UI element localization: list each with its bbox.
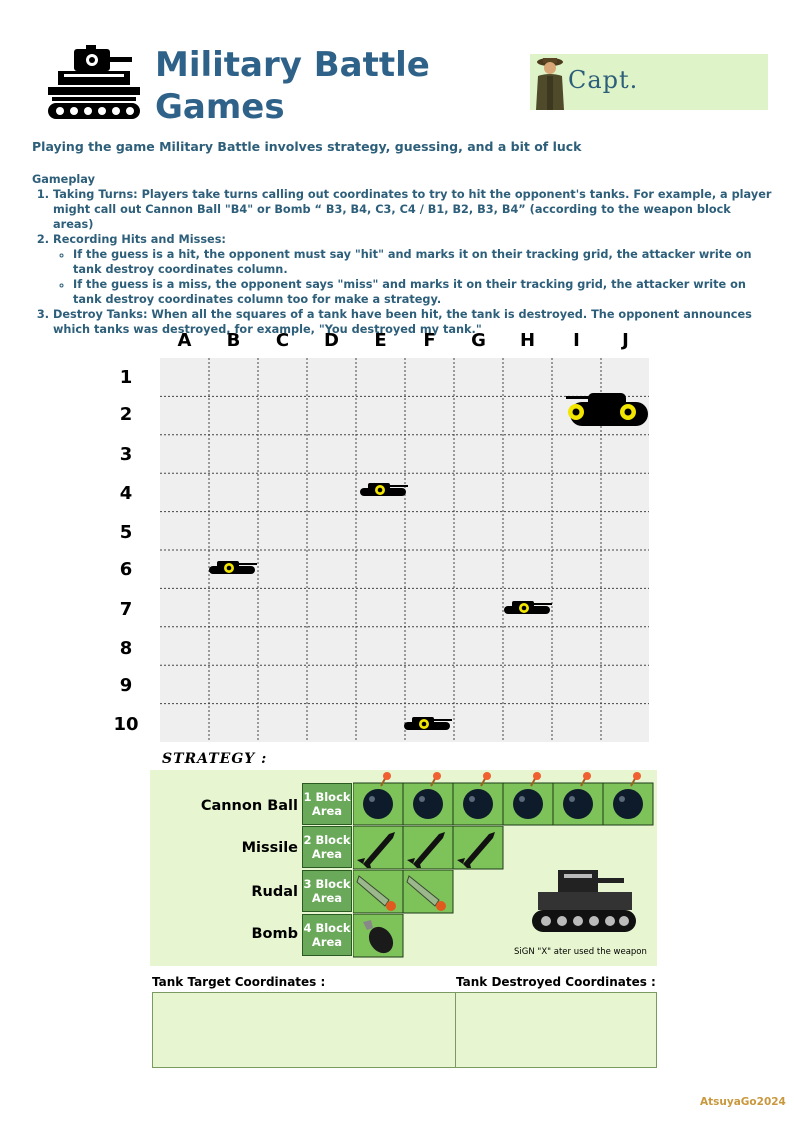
rocket-icon <box>403 870 453 913</box>
col-label-a: A <box>177 330 192 351</box>
row-label-8: 8 <box>119 638 133 659</box>
cannon-ball-icon <box>353 772 403 825</box>
cannon-ball-icon <box>603 772 653 825</box>
rocket-icon <box>353 870 403 913</box>
bomb-icon <box>353 914 403 958</box>
col-label-c: C <box>275 330 290 351</box>
tank-e10-icon <box>404 717 452 730</box>
block-area-1: 1 Block Area <box>302 783 352 825</box>
row-label-10: 10 <box>113 714 139 735</box>
step-2-text: Recording Hits and Misses: <box>53 233 226 246</box>
missile-icon <box>453 826 503 869</box>
rocket-row[interactable] <box>353 870 454 914</box>
destroyed-coordinates-box[interactable] <box>455 992 657 1068</box>
col-label-d: D <box>324 330 339 351</box>
bomb-label: Bomb <box>251 926 298 942</box>
destroyed-coordinates-label: Tank Destroyed Coordinates : <box>456 975 656 989</box>
title-line-2: Games <box>155 87 285 127</box>
row-label-1: 1 <box>119 367 133 388</box>
tank-b6-icon <box>209 561 257 574</box>
rudal-label: Rudal <box>251 884 298 900</box>
block-area-4: 4 Block Area <box>302 914 352 956</box>
cannon-ball-row[interactable] <box>353 770 656 826</box>
tank-h7-icon <box>504 601 552 614</box>
gameplay-heading: Gameplay <box>32 173 95 186</box>
row-label-5: 5 <box>119 522 133 543</box>
step-2-miss: ◦ If the guess is a miss, the opponent says "miss" and marks it on their tracking grid, the attacker write on tank destroy coordinates column too for make a strategy. <box>73 277 772 307</box>
row-label-4: 4 <box>119 483 133 504</box>
big-tank-icon <box>566 393 648 426</box>
tank-e4-icon <box>360 483 408 496</box>
battle-grid[interactable] <box>160 358 649 742</box>
page-title <box>155 44 430 128</box>
step-3: 3. Destroy Tanks: When all the squares of a tank have been hit, the tank is destroyed. The opponent announces which tanks was destroyed, for example, "You destroyed my tank." <box>53 307 772 337</box>
cannon-ball-icon <box>453 772 503 825</box>
step-1: 1. Taking Turns: Players take turns calling out coordinates to try to hit the opponent's tanks. For example, a player might call out Cannon Ball "B4" or Bomb “ B3, B4, C3, C4 / B1, B2, B3, B4” (according to the weapon block areas) <box>53 187 772 232</box>
gameplay-steps <box>32 187 772 337</box>
gameplay-section <box>32 172 772 337</box>
col-label-e: E <box>374 330 387 351</box>
captain-label: Capt. <box>568 66 639 94</box>
target-coordinates-box[interactable] <box>152 992 456 1068</box>
cannon-ball-icon <box>553 772 603 825</box>
cannon-ball-icon <box>403 772 453 825</box>
strategy-title: STRATEGY : <box>162 751 268 767</box>
title-line-1: Military Battle <box>155 45 430 85</box>
sign-note: SiGN "X" ater used the weapon <box>514 947 647 957</box>
step-2 <box>53 232 772 307</box>
col-label-h: H <box>519 330 536 351</box>
block-area-3: 3 Block Area <box>302 870 352 912</box>
col-label-i: I <box>573 330 580 351</box>
intro-text: Playing the game Military Battle involves strategy, guessing, and a bit of luck <box>32 139 582 154</box>
col-label-j: J <box>622 330 629 351</box>
row-label-7: 7 <box>119 599 133 620</box>
missile-icon <box>403 826 453 869</box>
soldier-icon <box>530 56 570 110</box>
col-label-f: F <box>423 330 436 351</box>
missile-icon <box>353 826 403 869</box>
old-tank-icon <box>528 866 640 938</box>
credit-text: AtsuyaGo2024 <box>700 1096 786 1108</box>
tank-logo-icon <box>44 45 144 125</box>
row-label-6: 6 <box>119 559 133 580</box>
block-area-2: 2 Block Area <box>302 826 352 868</box>
cannon-ball-icon <box>503 772 553 825</box>
row-label-3: 3 <box>119 444 133 465</box>
missile-label: Missile <box>241 840 298 856</box>
target-coordinates-label: Tank Target Coordinates : <box>152 975 326 989</box>
col-label-g: G <box>471 330 486 351</box>
col-label-b: B <box>226 330 241 351</box>
row-label-9: 9 <box>119 675 133 696</box>
bomb-row[interactable] <box>353 914 404 958</box>
missile-row[interactable] <box>353 826 504 870</box>
step-2-hit: ◦ If the guess is a hit, the opponent must say "hit" and marks it on their tracking grid, the attacker write on tank destroy coordinates column. <box>73 247 772 277</box>
cannon-ball-label: Cannon Ball <box>200 798 298 814</box>
row-label-2: 2 <box>119 404 133 425</box>
